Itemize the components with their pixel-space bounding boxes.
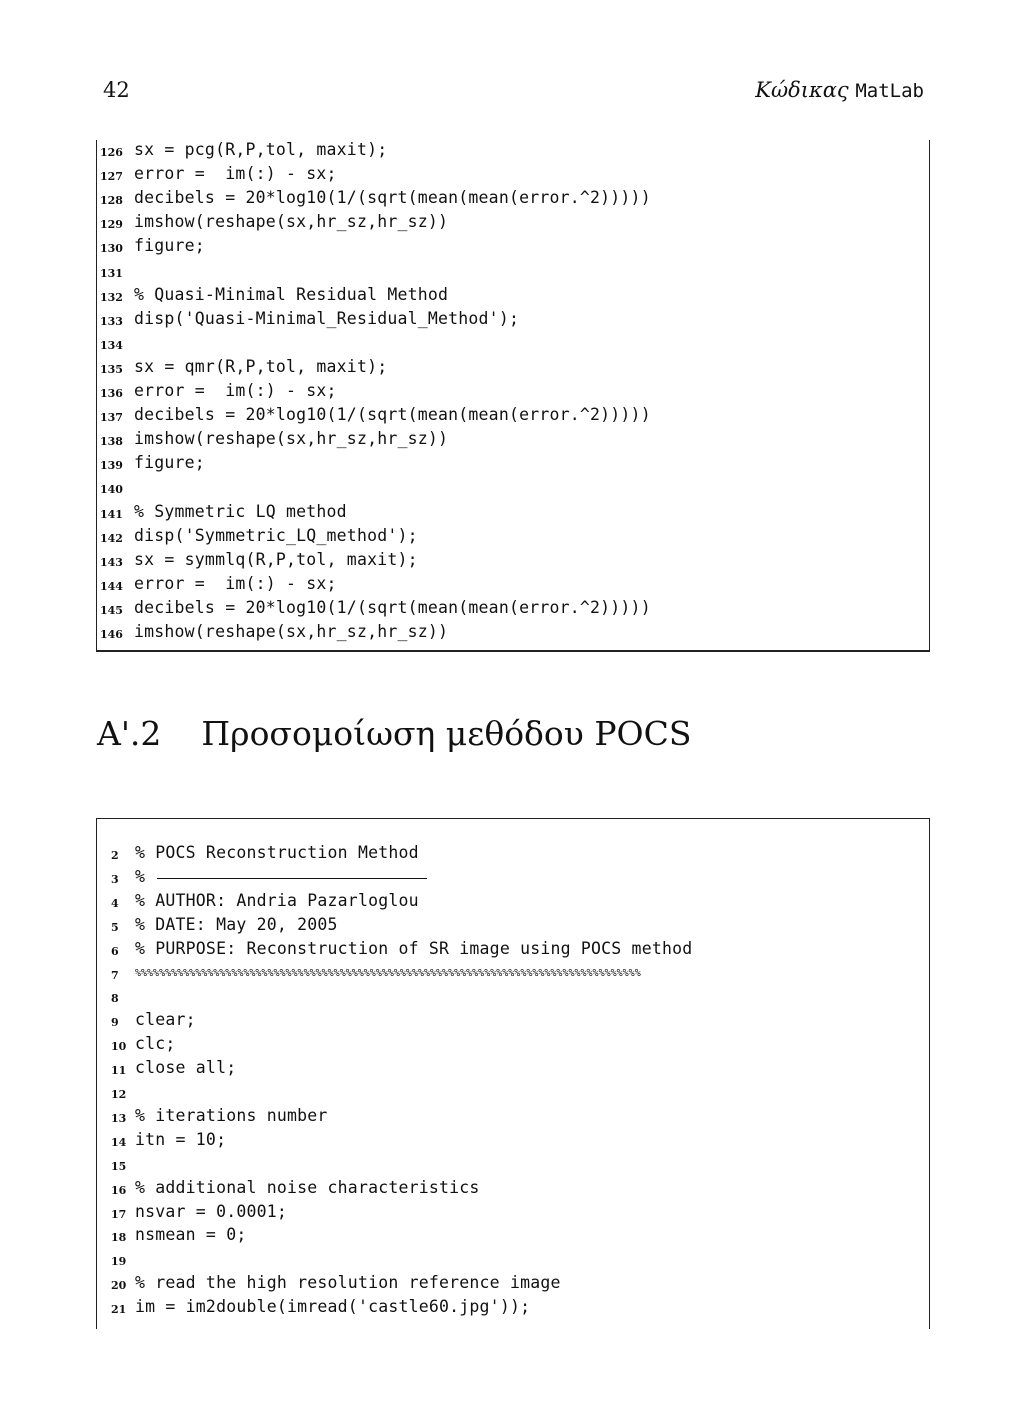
line-number: 137 (100, 411, 123, 425)
line-number: 9 (111, 1016, 119, 1030)
code-text: error = im(:) - sx; (134, 573, 337, 593)
code-line (97, 357, 929, 381)
code-line (97, 891, 929, 915)
code-listing-bottom (96, 818, 930, 1329)
line-number: 12 (111, 1088, 127, 1101)
page-number: 42 (103, 78, 130, 102)
code-text: % AUTHOR: Andria Pazarloglou (135, 890, 419, 910)
line-number: 21 (111, 1303, 127, 1317)
code-text: decibels = 20*log10(1/(sqrt(mean(mean(error.^2))))) (134, 188, 651, 208)
line-number: 13 (111, 1111, 127, 1125)
line-number: 19 (111, 1255, 127, 1269)
code-listing-top (96, 140, 930, 652)
line-number: 139 (100, 459, 123, 473)
code-line (97, 843, 929, 867)
code-text: disp('Symmetric_LQ_method'); (134, 525, 418, 545)
code-line (97, 574, 929, 598)
code-line (97, 622, 929, 646)
code-line (97, 1297, 929, 1321)
code-text: figure; (134, 236, 205, 256)
code-text: figure; (134, 453, 205, 473)
code-line (97, 405, 929, 429)
line-number: 142 (100, 531, 123, 545)
code-line (97, 550, 929, 574)
line-number: 144 (100, 579, 123, 593)
code-line (97, 309, 929, 333)
line-number: 127 (100, 170, 123, 184)
line-number: 126 (100, 146, 123, 159)
code-line (97, 453, 929, 477)
code-line (97, 429, 929, 453)
code-text: imshow(reshape(sx,hr_sz,hr_sz)) (134, 212, 449, 232)
code-text: % PURPOSE: Reconstruction of SR image using POCS method (135, 938, 693, 958)
code-line (97, 285, 929, 309)
code-line (97, 261, 929, 285)
code-line (97, 1034, 929, 1058)
code-line (97, 1106, 929, 1130)
section-heading (97, 714, 691, 753)
line-number: 129 (100, 218, 123, 232)
running-title-greek: Κώδικας (755, 78, 849, 102)
line-number: 3 (111, 872, 119, 886)
page-header (0, 74, 1024, 108)
code-line (97, 1010, 929, 1034)
line-number: 136 (100, 387, 123, 400)
line-number: 14 (111, 1135, 127, 1149)
code-line (97, 140, 929, 164)
code-line (97, 1130, 929, 1154)
code-text: % iterations number (135, 1105, 328, 1125)
code-text: % POCS Reconstruction Method (135, 843, 419, 862)
code-text: error = im(:) - sx; (134, 164, 337, 184)
code-line (97, 526, 929, 550)
line-number: 134 (100, 338, 123, 352)
code-text: nsmean = 0; (135, 1225, 247, 1245)
line-number: 4 (111, 896, 119, 910)
code-line (97, 188, 929, 212)
code-text: im = im2double(imread('castle60.jpg')); (135, 1297, 531, 1317)
code-text: % Symmetric LQ method (134, 501, 347, 521)
line-number: 135 (100, 362, 123, 376)
code-text: decibels = 20*log10(1/(sqrt(mean(mean(error.^2))))) (134, 405, 651, 425)
code-text: nsvar = 0.0001; (135, 1201, 288, 1221)
line-number: 128 (100, 194, 123, 208)
code-line (97, 939, 929, 963)
line-number: 20 (111, 1279, 127, 1293)
line-number: 8 (111, 992, 119, 1006)
code-line (97, 164, 929, 188)
code-text: % additional noise characteristics (135, 1177, 480, 1197)
line-number: 18 (111, 1231, 127, 1245)
code-text: % DATE: May 20, 2005 (135, 914, 338, 934)
code-text: imshow(reshape(sx,hr_sz,hr_sz)) (134, 622, 449, 641)
section-title: Προσομοίωση μεθόδου POCS (201, 714, 692, 753)
code-line (97, 1082, 929, 1106)
line-number: 5 (111, 920, 119, 934)
line-number: 16 (111, 1183, 127, 1197)
line-number: 131 (100, 266, 123, 280)
code-text: sx = symmlq(R,P,tol, maxit); (134, 549, 418, 569)
code-text: clear; (135, 1010, 196, 1030)
line-number: 15 (111, 1159, 127, 1173)
code-line (97, 1249, 929, 1273)
running-title-code: MatLab (855, 80, 924, 102)
code-line (97, 963, 929, 987)
line-number: 145 (100, 603, 123, 617)
code-line (97, 502, 929, 526)
line-number: 17 (111, 1207, 127, 1221)
code-line (97, 1273, 929, 1297)
code-text: % (135, 866, 146, 886)
line-number: 138 (100, 435, 123, 449)
code-text: imshow(reshape(sx,hr_sz,hr_sz)) (134, 429, 449, 449)
separator-rule (157, 878, 427, 879)
code-text: sx = pcg(R,P,tol, maxit); (134, 140, 388, 159)
line-number: 130 (100, 242, 123, 256)
code-text: % read the high resolution reference image (135, 1273, 561, 1293)
code-line (97, 986, 929, 1010)
code-text: % Quasi-Minimal Residual Method (134, 284, 449, 304)
line-number: 11 (111, 1064, 127, 1078)
code-text: itn = 10; (135, 1129, 227, 1149)
code-line (97, 333, 929, 357)
code-text: clc; (135, 1034, 176, 1054)
code-text: disp('Quasi-Minimal_Residual_Method'); (134, 308, 520, 328)
code-line (97, 598, 929, 622)
code-line (97, 1202, 929, 1226)
code-line (97, 381, 929, 405)
section-number: A'.2 (97, 714, 162, 753)
code-text: decibels = 20*log10(1/(sqrt(mean(mean(error.^2))))) (134, 597, 651, 617)
line-number: 141 (100, 507, 123, 521)
code-line (97, 915, 929, 939)
code-line (97, 212, 929, 236)
code-line (97, 1154, 929, 1178)
line-number: 10 (111, 1040, 127, 1054)
line-number: 6 (111, 944, 119, 958)
line-number: 140 (100, 483, 123, 497)
code-line (97, 236, 929, 260)
code-line (97, 1178, 929, 1202)
line-number: 146 (100, 628, 123, 641)
line-number: 2 (111, 849, 119, 862)
running-title (755, 78, 924, 102)
code-line (97, 1225, 929, 1249)
code-text: error = im(:) - sx; (134, 381, 337, 400)
line-number: 143 (100, 555, 123, 569)
code-text: %%%%%%%%%%%%%%%%%%%%%%%%%%%%%%%%%%%%%%%%%%%%%%%%%%%%%%%%%%%%%%%%%%%%%%%%%%%%%%%%%%%% (135, 967, 641, 979)
code-line (97, 1058, 929, 1082)
code-text: sx = qmr(R,P,tol, maxit); (134, 356, 388, 376)
code-line (97, 867, 929, 891)
line-number: 7 (111, 968, 119, 982)
code-text: close all; (135, 1058, 237, 1078)
line-number: 133 (100, 314, 123, 328)
line-number: 132 (100, 290, 123, 304)
code-line (97, 477, 929, 501)
